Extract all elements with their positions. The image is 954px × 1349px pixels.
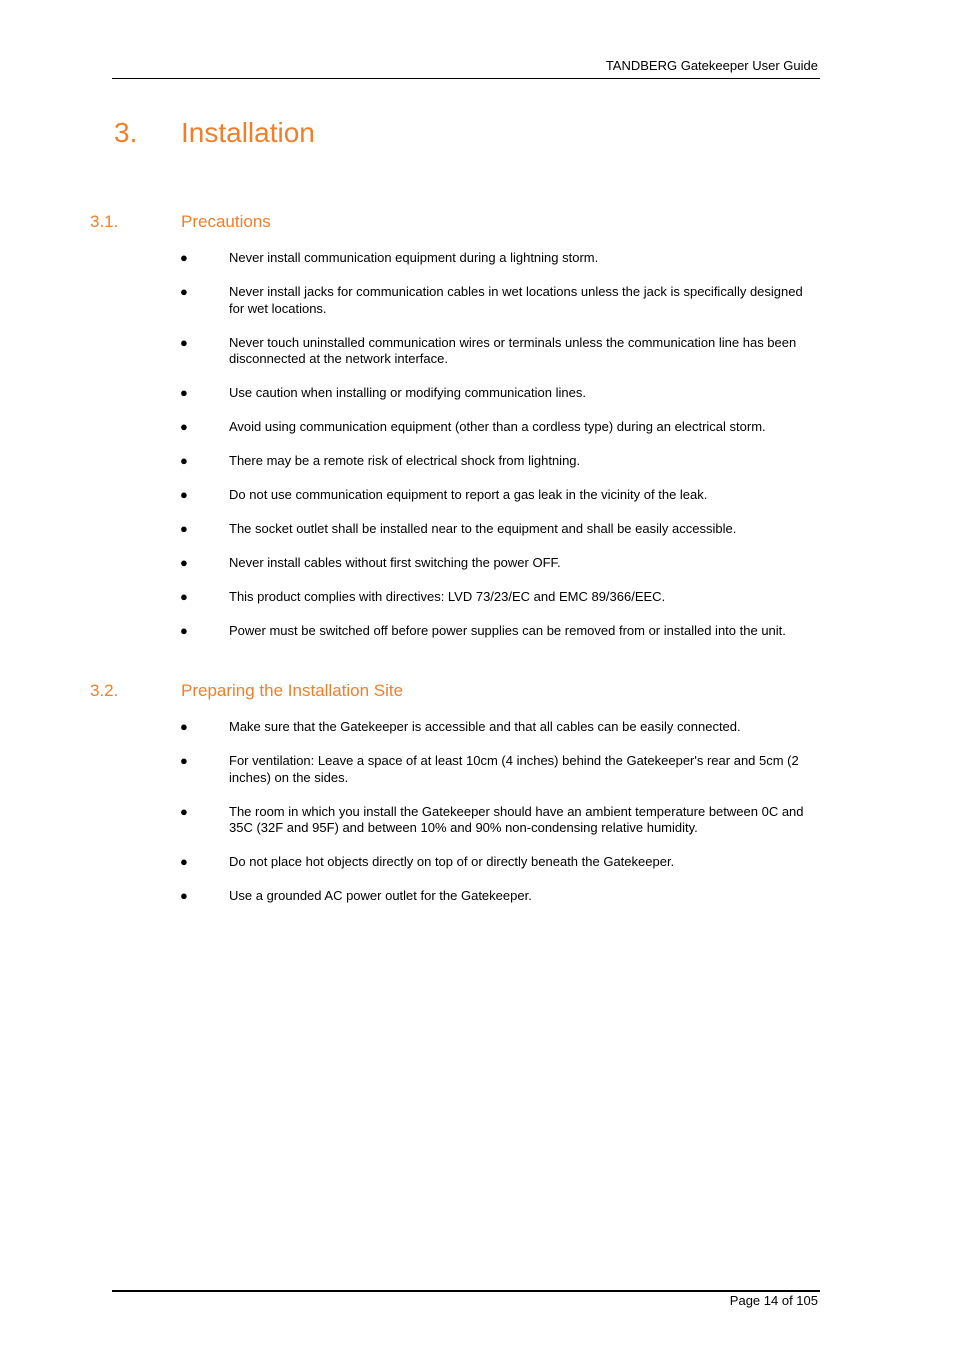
chapter-number: 3. <box>114 117 138 148</box>
installation-site-list <box>180 719 820 922</box>
list-item-text: The socket outlet shall be installed near to the equipment and shall be easily accessible. <box>229 521 737 536</box>
list-item <box>180 487 820 504</box>
list-item-text: Power must be switched off before power supplies can be removed from or installed into the unit. <box>229 623 786 638</box>
list-item <box>180 453 820 470</box>
list-item-text: Use caution when installing or modifying communication lines. <box>229 385 586 400</box>
list-item-text: Never install jacks for communication cables in wet locations unless the jack is specifically designed for wet locations. <box>229 284 803 316</box>
list-item-text: Do not place hot objects directly on top of or directly beneath the Gatekeeper. <box>229 854 675 869</box>
chapter-title: Installation <box>181 117 315 148</box>
list-item <box>180 419 820 436</box>
bullet-icon: ● <box>180 888 188 903</box>
list-item-text: For ventilation: Leave a space of at least 10cm (4 inches) behind the Gatekeeper's rear and 5cm (2 inches) on the sides. <box>229 753 799 785</box>
list-item-text: There may be a remote risk of electrical shock from lightning. <box>229 453 581 468</box>
list-item <box>180 719 820 736</box>
list-item <box>180 250 820 267</box>
bullet-icon: ● <box>180 589 188 604</box>
list-item <box>180 623 820 640</box>
bullet-icon: ● <box>180 453 188 468</box>
list-item-text: Make sure that the Gatekeeper is accessible and that all cables can be easily connected. <box>229 719 741 734</box>
list-item <box>180 589 820 606</box>
bullet-icon: ● <box>180 385 188 400</box>
list-item-text: Never install cables without first switching the power OFF. <box>229 555 561 570</box>
bullet-icon: ● <box>180 250 188 265</box>
list-item <box>180 284 820 317</box>
bullet-icon: ● <box>180 753 188 768</box>
list-item-text: Never install communication equipment during a lightning storm. <box>229 250 599 265</box>
list-item-text: Avoid using communication equipment (other than a cordless type) during an electrical storm. <box>229 419 766 434</box>
bullet-icon: ● <box>180 521 188 536</box>
bullet-icon: ● <box>180 334 188 350</box>
bullet-icon: ● <box>180 555 188 570</box>
bullet-icon: ● <box>180 284 188 299</box>
bullet-icon: ● <box>180 803 188 819</box>
list-item <box>180 753 820 786</box>
section-title: Precautions <box>181 212 271 231</box>
list-item <box>180 335 820 368</box>
list-item <box>180 888 820 905</box>
bullet-icon: ● <box>180 487 188 502</box>
list-item <box>180 521 820 538</box>
bullet-icon: ● <box>180 719 188 734</box>
precautions-list <box>180 250 820 657</box>
footer-divider <box>112 1290 820 1292</box>
list-item <box>180 385 820 402</box>
list-item-text: This product complies with directives: LVD 73/23/EC and EMC 89/366/EEC. <box>229 589 666 604</box>
bullet-icon: ● <box>180 854 188 869</box>
bullet-icon: ● <box>180 623 188 638</box>
section-title: Preparing the Installation Site <box>181 681 404 700</box>
list-item-text: Never touch uninstalled communication wires or terminals unless the communication line has been disconnected at the network interface. <box>229 334 797 366</box>
section-number: 3.1. <box>90 212 119 231</box>
list-item-text: The room in which you install the Gatekeeper should have an ambient temperature between 0C and 35C (32F and 95F) and between 10% and 90% non-condensing relative humidity. <box>229 803 804 835</box>
header-divider <box>112 78 820 79</box>
running-header: TANDBERG Gatekeeper User Guide <box>605 58 818 73</box>
list-item <box>180 555 820 572</box>
page-number: Page 14 of 105 <box>729 1293 818 1308</box>
list-item-text: Do not use communication equipment to report a gas leak in the vicinity of the leak. <box>229 487 708 502</box>
section-number: 3.2. <box>90 681 119 700</box>
list-item <box>180 804 820 837</box>
bullet-icon: ● <box>180 419 188 434</box>
list-item <box>180 854 820 871</box>
list-item-text: Use a grounded AC power outlet for the Gatekeeper. <box>229 888 532 903</box>
